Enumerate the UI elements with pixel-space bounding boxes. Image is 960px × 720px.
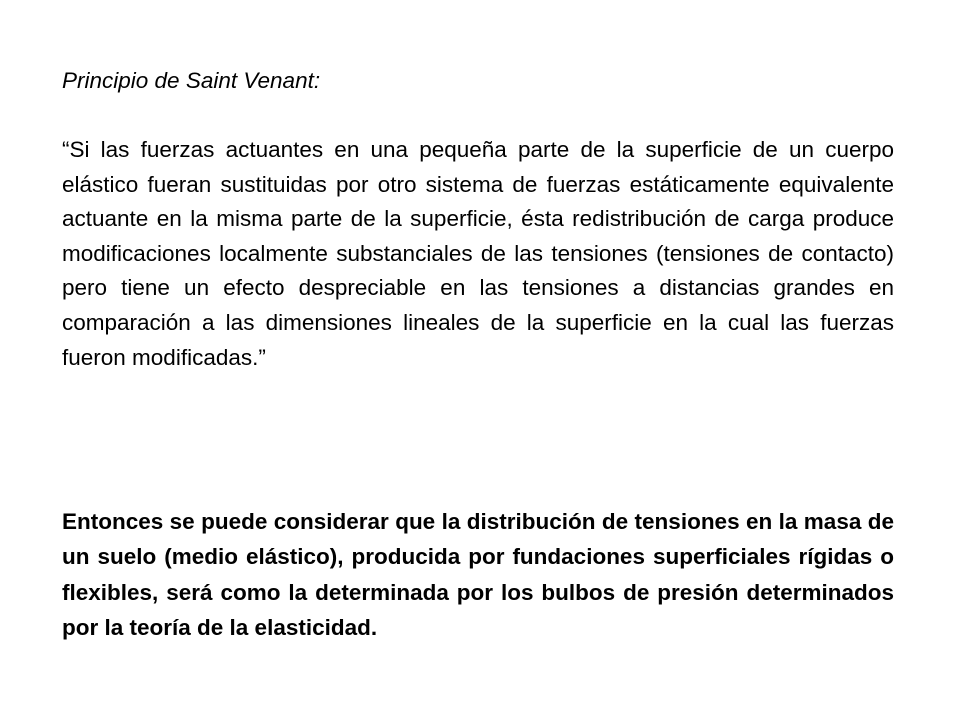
principle-quote: “Si las fuerzas actuantes en una pequeña parte de la superficie de un cuerpo elástico fueran sustituidas por otro sistema de fuerzas estáticamente equivalente actuante en la misma parte de la superficie, ésta redistribución de carga produce modificaciones localmente substanciales de las tensiones (tensiones de contacto) pero tiene un efecto despreciable en las tensiones a distancias grandes en comparación a las dimensiones lineales de la superficie en la cual las fuerzas fueron modificadas.” bbox=[62, 137, 894, 370]
conclusion-paragraph: Entonces se puede considerar que la distribución de tensiones en la masa de un suelo (medio elástico), producida por fundaciones superficiales rígidas o flexibles, será como la determinada por los bulbos de presión determinados por la teoría de la elasticidad. bbox=[62, 509, 894, 640]
slide-heading: Principio de Saint Venant: bbox=[62, 68, 321, 93]
